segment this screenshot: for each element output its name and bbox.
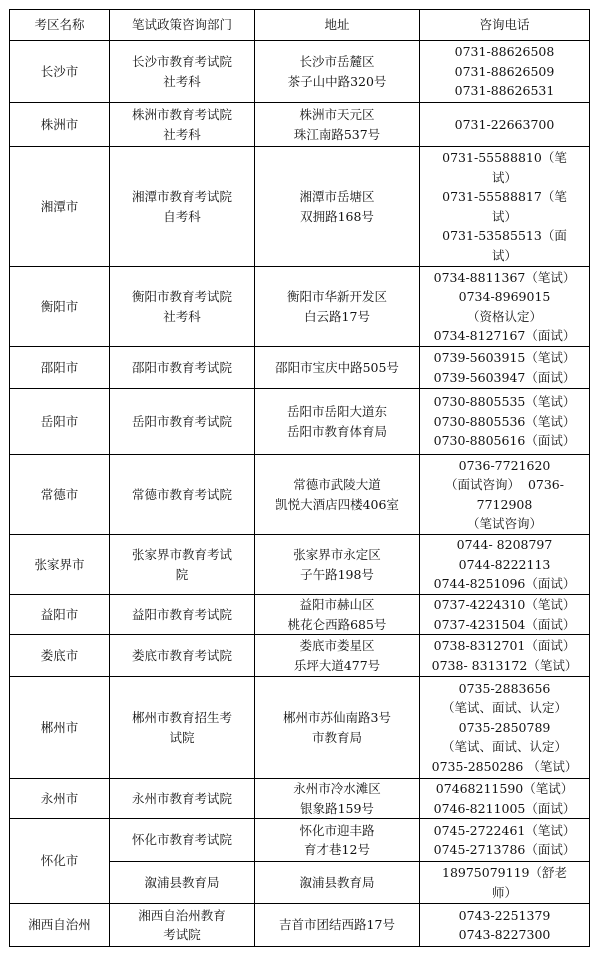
dept-cell (110, 677, 255, 779)
phone-line: 0731-88626508 (454, 44, 555, 60)
address-line: 常德市武陵大道 (293, 477, 381, 492)
phone-line: 0744-8251096（面试） (433, 576, 576, 592)
address-cell (255, 904, 420, 947)
table-row (10, 267, 590, 347)
address-line: 益阳市赫山区 (299, 597, 375, 612)
address-line: 湘潭市岳塘区 (299, 189, 375, 204)
address-line: 溆浦县教育局 (299, 874, 375, 890)
header-region: 考区名称 (10, 10, 110, 41)
phone-cell (420, 455, 590, 535)
dept-cell (110, 267, 255, 347)
dept-cell (110, 862, 255, 904)
table-row (10, 904, 590, 947)
address-line: 育才巷12号 (304, 842, 370, 857)
phone-cell (420, 389, 590, 455)
region-cell: 益阳市 (10, 595, 110, 635)
region-cell: 株洲市 (10, 103, 110, 147)
dept-line: 社考科 (163, 126, 201, 142)
region-cell: 常德市 (10, 455, 110, 535)
phone-line: 试） (491, 169, 517, 185)
phone-line: 0739-5603915（笔试） (433, 350, 576, 365)
phone-line: 试） (491, 247, 517, 263)
phone-line: 0737-4231504（面试） (433, 616, 576, 632)
phone-line: 0738- 8313172（笔试） (431, 657, 578, 673)
dept-line: 社考科 (163, 308, 201, 324)
dept-line: 怀化市教育考试院 (131, 832, 232, 848)
address-cell (255, 455, 420, 535)
address-cell (255, 595, 420, 635)
table-row (10, 347, 590, 389)
dept-line: 邵阳市教育考试院 (131, 359, 232, 375)
header-phone: 咨询电话 (420, 10, 590, 41)
dept-cell (110, 103, 255, 147)
dept-line: 永州市教育考试院 (131, 790, 232, 806)
table-row (10, 779, 590, 819)
address-line: 衡阳市华新开发区 (286, 289, 387, 304)
dept-line: 株洲市教育考试院 (131, 107, 232, 122)
address-cell (255, 41, 420, 103)
dept-line: 岳阳市教育考试院 (131, 413, 232, 429)
dept-line: 娄底市教育考试院 (131, 647, 232, 663)
dept-line: 自考科 (163, 208, 201, 224)
dept-line: 院 (175, 566, 189, 582)
dept-cell (110, 41, 255, 103)
header-address: 地址 (255, 10, 420, 41)
table-row (10, 535, 590, 595)
table-row (10, 103, 590, 147)
region-cell: 怀化市 (10, 819, 110, 904)
phone-line: 0737-4224310（笔试） (433, 597, 576, 612)
phone-line: 0735-2883656 (458, 680, 551, 696)
address-cell (255, 677, 420, 779)
dept-line: 试院 (169, 729, 195, 745)
dept-cell (110, 455, 255, 535)
address-line: 邵阳市宝庆中路505号 (275, 359, 399, 375)
region-cell: 岳阳市 (10, 389, 110, 455)
address-line: 银象路159号 (300, 800, 374, 816)
region-cell: 永州市 (10, 779, 110, 819)
phone-line: 0744- 8208797 (456, 537, 553, 553)
table-row (10, 455, 590, 535)
address-line: 子午路198号 (300, 566, 374, 582)
phone-line: 0734-8969015 (458, 289, 551, 304)
address-line: 岳阳市教育体育局 (286, 423, 387, 439)
phone-line: 0738-8312701（面试） (433, 638, 576, 653)
address-cell (255, 147, 420, 267)
phone-line: 0735-2850789 (458, 719, 551, 735)
phone-line: 18975079119（舒老 (442, 865, 567, 880)
region-cell: 张家界市 (10, 535, 110, 595)
phone-cell (420, 535, 590, 595)
table-row (10, 147, 590, 267)
phone-cell (420, 635, 590, 677)
address-line: 张家界市永定区 (293, 547, 381, 562)
dept-line: 常德市教育考试院 (131, 486, 232, 502)
dept-line: 考试院 (163, 927, 201, 942)
phone-cell (420, 819, 590, 862)
phone-line: 0731-22663700 (454, 116, 555, 132)
address-line: 娄底市娄星区 (299, 638, 375, 653)
region-cell: 湘潭市 (10, 147, 110, 267)
dept-line: 长沙市教育考试院 (131, 54, 232, 69)
address-line: 市教育局 (311, 729, 362, 745)
dept-line: 湘西自治州教育 (138, 907, 226, 923)
address-cell (255, 535, 420, 595)
phone-cell (420, 147, 590, 267)
region-cell: 衡阳市 (10, 267, 110, 347)
phone-cell (420, 862, 590, 904)
table-row (10, 389, 590, 455)
address-cell (255, 347, 420, 389)
address-line: 永州市冷水滩区 (293, 781, 381, 796)
phone-cell (420, 779, 590, 819)
phone-line: 0731-55588817（笔 (442, 189, 567, 204)
address-line: 白云路17号 (304, 308, 370, 324)
address-cell (255, 779, 420, 819)
phone-line: 0735-2850286 （笔试） (431, 758, 578, 774)
phone-line: 0739-5603947（面试） (433, 369, 576, 385)
phone-cell (420, 595, 590, 635)
header-dept: 笔试政策咨询部门 (110, 10, 255, 41)
phone-cell (420, 677, 590, 779)
phone-line: 0743-8227300 (458, 927, 551, 942)
dept-cell (110, 779, 255, 819)
phone-line: （笔试、面试、认定） (441, 700, 567, 716)
address-line: 双拥路168号 (300, 208, 374, 224)
address-line: 凯悦大酒店四楼406室 (275, 496, 399, 512)
dept-cell (110, 535, 255, 595)
dept-cell (110, 595, 255, 635)
phone-line: （资格认定） (466, 308, 542, 324)
table-row (10, 677, 590, 779)
dept-line: 张家界市教育考试 (131, 547, 232, 562)
address-line: 怀化市迎丰路 (299, 822, 375, 838)
region-cell: 娄底市 (10, 635, 110, 677)
dept-line: 益阳市教育考试院 (131, 606, 232, 622)
address-cell (255, 819, 420, 862)
phone-line: 0734-8127167（面试） (433, 328, 576, 343)
dept-cell (110, 819, 255, 862)
dept-cell (110, 635, 255, 677)
phone-cell (420, 41, 590, 103)
phone-line: 试） (491, 208, 517, 224)
address-line: 株洲市天元区 (299, 107, 375, 122)
dept-line: 湘潭市教育考试院 (131, 189, 232, 204)
phone-line: 0745-2722461（笔试） (433, 822, 576, 838)
phone-cell (420, 267, 590, 347)
phone-line: 0730-8805536（笔试） (433, 413, 576, 429)
table-row (10, 41, 590, 103)
region-cell: 湘西自治州 (10, 904, 110, 947)
phone-line: 7712908 (476, 496, 533, 512)
address-line: 乐坪大道477号 (293, 657, 381, 673)
phone-line: 0731-88626509 (454, 63, 555, 79)
phone-line: 0746-8211005（面试） (433, 800, 576, 816)
address-line: 桃花仑西路685号 (287, 616, 387, 632)
dept-line: 衡阳市教育考试院 (131, 289, 232, 304)
phone-line: 0743-2251379 (458, 907, 551, 923)
dept-cell (110, 904, 255, 947)
address-line: 茶子山中路320号 (287, 73, 387, 89)
address-line: 岳阳市岳阳大道东 (286, 404, 387, 419)
address-cell (255, 103, 420, 147)
region-cell: 长沙市 (10, 41, 110, 103)
phone-line: 0731-88626531 (454, 83, 555, 99)
phone-line: （面试咨询） 0736- (445, 477, 564, 492)
phone-line: （笔试咨询） (466, 516, 542, 531)
address-line: 郴州市苏仙南路3号 (283, 710, 391, 725)
phone-line: （笔试、面试、认定） (441, 739, 567, 755)
phone-line: 0744-8222113 (458, 556, 551, 572)
address-line: 珠江南路537号 (293, 126, 381, 142)
contact-table-container (9, 9, 590, 947)
dept-cell (110, 147, 255, 267)
dept-cell (110, 347, 255, 389)
dept-line: 郴州市教育招生考 (131, 710, 232, 725)
dept-line: 溆浦县教育局 (144, 874, 220, 890)
address-cell (255, 389, 420, 455)
phone-cell (420, 904, 590, 947)
phone-line: 0745-2713786（面试） (433, 842, 576, 857)
dept-cell (110, 389, 255, 455)
phone-cell (420, 103, 590, 147)
region-cell: 邵阳市 (10, 347, 110, 389)
phone-line: 07468211590（笔试） (435, 781, 574, 796)
table-row (10, 819, 590, 862)
address-cell (255, 862, 420, 904)
phone-line: 0736-7721620 (458, 457, 551, 473)
table-row (10, 635, 590, 677)
dept-line: 社考科 (163, 73, 201, 89)
phone-line: 师） (491, 884, 517, 900)
contact-table (9, 9, 590, 947)
phone-line: 0731-55588810（笔 (442, 150, 567, 165)
region-cell: 郴州市 (10, 677, 110, 779)
address-cell (255, 267, 420, 347)
address-cell (255, 635, 420, 677)
phone-line: 0734-8811367（笔试） (433, 269, 576, 285)
address-line: 吉首市团结西路17号 (279, 917, 395, 933)
phone-line: 0731-53585513（面 (442, 228, 567, 243)
phone-line: 0730-8805616（面试） (433, 433, 576, 449)
table-row (10, 595, 590, 635)
address-line: 长沙市岳麓区 (299, 54, 375, 69)
phone-line: 0730-8805535（笔试） (433, 394, 576, 410)
phone-cell (420, 347, 590, 389)
header-row (10, 10, 590, 41)
